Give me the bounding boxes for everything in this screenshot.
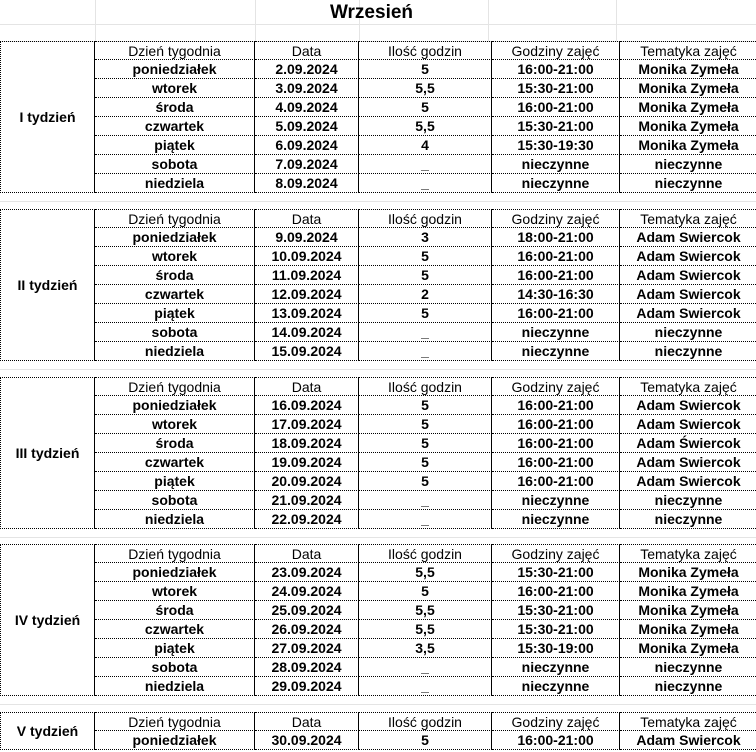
cell-date[interactable]: 16.09.2024 [255,396,359,415]
cell-hours[interactable]: 5,5 [359,563,492,582]
cell-topic[interactable]: nieczynne [620,323,756,342]
table-row [95,415,756,434]
grid-line [616,0,617,41]
cell-date[interactable]: 15.09.2024 [255,342,359,361]
table-row [95,98,756,117]
cell-time[interactable]: 15:30-21:00 [492,563,620,582]
week-label[interactable]: III tydzień [0,377,95,529]
header-time[interactable]: Godziny zajęć [492,712,620,731]
cell-date[interactable]: 6.09.2024 [255,136,359,155]
cell-date[interactable]: 11.09.2024 [255,266,359,285]
cell-day[interactable]: wtorek [95,79,255,98]
header-day[interactable]: Dzień tygodnia [95,209,255,228]
cell-topic[interactable]: Monika Zymeła [620,620,756,639]
table-row [95,117,756,136]
cell-day[interactable]: czwartek [95,620,255,639]
cell-date[interactable]: 13.09.2024 [255,304,359,323]
header-date[interactable]: Data [255,41,359,60]
cell-date[interactable]: 20.09.2024 [255,472,359,491]
cell-time[interactable]: nieczynne [492,174,620,193]
table-row [95,434,756,453]
cell-topic[interactable]: Monika Zymeła [620,79,756,98]
cell-time[interactable]: nieczynne [492,658,620,677]
cell-date[interactable]: 27.09.2024 [255,639,359,658]
table-row [95,228,756,247]
cell-date[interactable]: 10.09.2024 [255,247,359,266]
cell-day[interactable]: środa [95,434,255,453]
table-row [95,304,756,323]
cell-date[interactable]: 25.09.2024 [255,601,359,620]
table-row [95,472,756,491]
cell-hours[interactable]: 4 [359,136,492,155]
cell-hours[interactable]: 5 [359,415,492,434]
cell-day[interactable]: sobota [95,155,255,174]
table-row [95,174,756,193]
cell-date[interactable]: 12.09.2024 [255,285,359,304]
cell-date[interactable]: 8.09.2024 [255,174,359,193]
cell-time[interactable]: nieczynne [492,155,620,174]
header-day[interactable]: Dzień tygodnia [95,377,255,396]
table-row [95,620,756,639]
cell-time[interactable]: 16:00-21:00 [492,266,620,285]
cell-hours[interactable]: 5 [359,434,492,453]
header-hours[interactable]: Ilość godzin [359,209,492,228]
cell-time[interactable]: 16:00-21:00 [492,98,620,117]
cell-day[interactable]: czwartek [95,285,255,304]
cell-day[interactable]: poniedziałek [95,228,255,247]
table-row [95,247,756,266]
week-label[interactable]: I tydzień [0,41,95,193]
cell-date[interactable]: 26.09.2024 [255,620,359,639]
cell-time[interactable]: nieczynne [492,491,620,510]
cell-date[interactable]: 30.09.2024 [255,731,359,750]
cell-hours[interactable]: 3 [359,228,492,247]
cell-hours[interactable]: 5,5 [359,620,492,639]
table-row [95,342,756,361]
cell-topic[interactable]: Adam Swiercok [620,304,756,323]
cell-day[interactable]: niedziela [95,677,255,696]
table-header-row [95,377,756,396]
cell-date[interactable]: 22.09.2024 [255,510,359,529]
cell-hours[interactable]: _ [359,323,492,342]
cell-day[interactable]: wtorek [95,582,255,601]
table-row [95,453,756,472]
cell-time[interactable]: 15:30-19:00 [492,639,620,658]
cell-topic[interactable]: Monika Zymeła [620,563,756,582]
cell-topic[interactable]: Monika Zymeła [620,60,756,79]
header-topic[interactable]: Tematyka zajęć [620,712,756,731]
cell-hours[interactable]: _ [359,491,492,510]
cell-day[interactable]: poniedziałek [95,396,255,415]
cell-day[interactable]: niedziela [95,510,255,529]
cell-hours[interactable]: _ [359,510,492,529]
cell-time[interactable]: 16:00-21:00 [492,472,620,491]
cell-hours[interactable]: 5,5 [359,117,492,136]
cell-time[interactable]: 16:00-21:00 [492,731,620,750]
cell-date[interactable]: 2.09.2024 [255,60,359,79]
table-row [95,323,756,342]
header-topic[interactable]: Tematyka zajęć [620,544,756,563]
cell-day[interactable]: środa [95,266,255,285]
cell-date[interactable]: 24.09.2024 [255,582,359,601]
cell-hours[interactable]: 3,5 [359,639,492,658]
cell-date[interactable]: 14.09.2024 [255,323,359,342]
header-day[interactable]: Dzień tygodnia [95,712,255,731]
table-row [95,658,756,677]
grid-line [0,537,756,538]
cell-hours[interactable]: _ [359,174,492,193]
cell-time[interactable]: 15:30-21:00 [492,601,620,620]
cell-day[interactable]: środa [95,601,255,620]
cell-topic[interactable]: Adam Swiercok [620,228,756,247]
cell-day[interactable]: wtorek [95,247,255,266]
table-row [95,582,756,601]
week-block [0,377,756,529]
cell-date[interactable]: 4.09.2024 [255,98,359,117]
cell-time[interactable]: 15:30-21:00 [492,79,620,98]
cell-hours[interactable]: 5 [359,731,492,750]
week-block [0,41,756,193]
cell-time[interactable]: 16:00-21:00 [492,396,620,415]
cell-hours[interactable]: 5 [359,472,492,491]
header-topic[interactable]: Tematyka zajęć [620,209,756,228]
cell-topic[interactable]: nieczynne [620,677,756,696]
cell-topic[interactable]: Monika Zymeła [620,98,756,117]
week-label[interactable]: II tydzień [0,209,95,361]
cell-day[interactable]: niedziela [95,342,255,361]
cell-time[interactable]: 16:00-21:00 [492,582,620,601]
cell-topic[interactable]: Adam Swiercok [620,415,756,434]
cell-date[interactable]: 3.09.2024 [255,79,359,98]
cell-topic[interactable]: Monika Zymeła [620,639,756,658]
cell-time[interactable]: 16:00-21:00 [492,247,620,266]
cell-hours[interactable]: 2 [359,285,492,304]
cell-day[interactable]: poniedziałek [95,563,255,582]
cell-day[interactable]: sobota [95,658,255,677]
header-date[interactable]: Data [255,544,359,563]
table-row [95,60,756,79]
cell-topic[interactable]: Monika Zymeła [620,136,756,155]
cell-date[interactable]: 18.09.2024 [255,434,359,453]
cell-hours[interactable]: 5 [359,582,492,601]
grid-line [0,369,756,370]
cell-hours[interactable]: 5 [359,98,492,117]
header-topic[interactable]: Tematyka zajęć [620,377,756,396]
cell-topic[interactable]: Adam Swiercok [620,247,756,266]
header-topic[interactable]: Tematyka zajęć [620,41,756,60]
cell-date[interactable]: 5.09.2024 [255,117,359,136]
table-row [95,491,756,510]
cell-topic[interactable]: nieczynne [620,342,756,361]
cell-hours[interactable]: _ [359,677,492,696]
cell-hours[interactable]: _ [359,155,492,174]
table-row [95,285,756,304]
cell-time[interactable]: nieczynne [492,677,620,696]
header-hours[interactable]: Ilość godzin [359,544,492,563]
cell-time[interactable]: 14:30-16:30 [492,285,620,304]
table-row [95,639,756,658]
cell-day[interactable]: środa [95,98,255,117]
cell-topic[interactable]: nieczynne [620,491,756,510]
cell-hours[interactable]: 5 [359,60,492,79]
cell-hours[interactable]: 5 [359,304,492,323]
week-label[interactable]: IV tydzień [0,544,95,696]
cell-topic[interactable]: Monika Zymeła [620,117,756,136]
cell-topic[interactable]: nieczynne [620,510,756,529]
header-time[interactable]: Godziny zajęć [492,377,620,396]
cell-topic[interactable]: Adam Swiercok [620,731,756,750]
header-day[interactable]: Dzień tygodnia [95,41,255,60]
cell-topic[interactable]: Adam Swiercok [620,453,756,472]
table-row [95,563,756,582]
cell-time[interactable]: 16:00-21:00 [492,453,620,472]
cell-day[interactable]: piątek [95,472,255,491]
table-row [95,677,756,696]
table-header-row [95,712,756,731]
table-header-row [95,544,756,563]
cell-topic[interactable]: nieczynne [620,658,756,677]
cell-date[interactable]: 21.09.2024 [255,491,359,510]
cell-time[interactable]: nieczynne [492,510,620,529]
week-label[interactable]: V tydzień [0,712,95,750]
cell-date[interactable]: 28.09.2024 [255,658,359,677]
header-time[interactable]: Godziny zajęć [492,544,620,563]
cell-date[interactable]: 19.09.2024 [255,453,359,472]
cell-time[interactable]: nieczynne [492,342,620,361]
week-block [0,544,756,696]
cell-day[interactable]: czwartek [95,117,255,136]
cell-hours[interactable]: _ [359,658,492,677]
cell-hours[interactable]: 5 [359,266,492,285]
cell-hours[interactable]: 5,5 [359,601,492,620]
cell-topic[interactable]: Monika Zymeła [620,582,756,601]
cell-day[interactable]: poniedziałek [95,731,255,750]
grid-line [0,201,756,202]
cell-hours[interactable]: 5 [359,396,492,415]
cell-topic[interactable]: Adam Świercok [620,434,756,453]
cell-topic[interactable]: nieczynne [620,155,756,174]
table-row [95,136,756,155]
week-block [0,209,756,361]
cell-date[interactable]: 9.09.2024 [255,228,359,247]
table-header-row [95,41,756,60]
cell-hours[interactable]: 5,5 [359,79,492,98]
header-hours[interactable]: Ilość godzin [359,41,492,60]
cell-day[interactable]: wtorek [95,415,255,434]
header-day[interactable]: Dzień tygodnia [95,544,255,563]
cell-time[interactable]: 15:30-21:00 [492,117,620,136]
cell-hours[interactable]: _ [359,342,492,361]
table-row [95,155,756,174]
page-title: Wrzesień [329,2,414,23]
cell-topic[interactable]: nieczynne [620,174,756,193]
cell-time[interactable]: 15:30-19:30 [492,136,620,155]
cell-time[interactable]: 16:00-21:00 [492,415,620,434]
cell-day[interactable]: sobota [95,323,255,342]
table-row [95,79,756,98]
cell-day[interactable]: poniedziałek [95,60,255,79]
grid-line [488,0,489,41]
cell-time[interactable]: 16:00-21:00 [492,304,620,323]
table-row [95,396,756,415]
header-date[interactable]: Data [255,209,359,228]
table-row [95,601,756,620]
table-row [95,510,756,529]
grid-line [95,0,96,41]
cell-topic[interactable]: Adam Swiercok [620,285,756,304]
cell-date[interactable]: 7.09.2024 [255,155,359,174]
table-row [95,266,756,285]
cell-topic[interactable]: Adam Swiercok [620,396,756,415]
header-hours[interactable]: Ilość godzin [359,712,492,731]
cell-day[interactable]: piątek [95,136,255,155]
cell-time[interactable]: 18:00-21:00 [492,228,620,247]
header-time[interactable]: Godziny zajęć [492,41,620,60]
cell-time[interactable]: 16:00-21:00 [492,434,620,453]
cell-time[interactable]: 16:00-21:00 [492,60,620,79]
cell-topic[interactable]: Monika Zymeła [620,601,756,620]
cell-hours[interactable]: 5 [359,247,492,266]
cell-time[interactable]: nieczynne [492,323,620,342]
cell-topic[interactable]: Adam Swiercok [620,266,756,285]
cell-time[interactable]: 15:30-21:00 [492,620,620,639]
cell-hours[interactable]: 5 [359,453,492,472]
cell-day[interactable]: sobota [95,491,255,510]
header-date[interactable]: Data [255,377,359,396]
cell-date[interactable]: 29.09.2024 [255,677,359,696]
cell-topic[interactable]: Adam Swiercok [620,472,756,491]
cell-day[interactable]: piątek [95,639,255,658]
cell-day[interactable]: czwartek [95,453,255,472]
cell-day[interactable]: piątek [95,304,255,323]
cell-date[interactable]: 17.09.2024 [255,415,359,434]
week-block [0,712,756,750]
table-header-row [95,209,756,228]
cell-date[interactable]: 23.09.2024 [255,563,359,582]
cell-day[interactable]: niedziela [95,174,255,193]
header-time[interactable]: Godziny zajęć [492,209,620,228]
grid-line [0,704,756,705]
header-hours[interactable]: Ilość godzin [359,377,492,396]
table-row [95,731,756,750]
header-date[interactable]: Data [255,712,359,731]
